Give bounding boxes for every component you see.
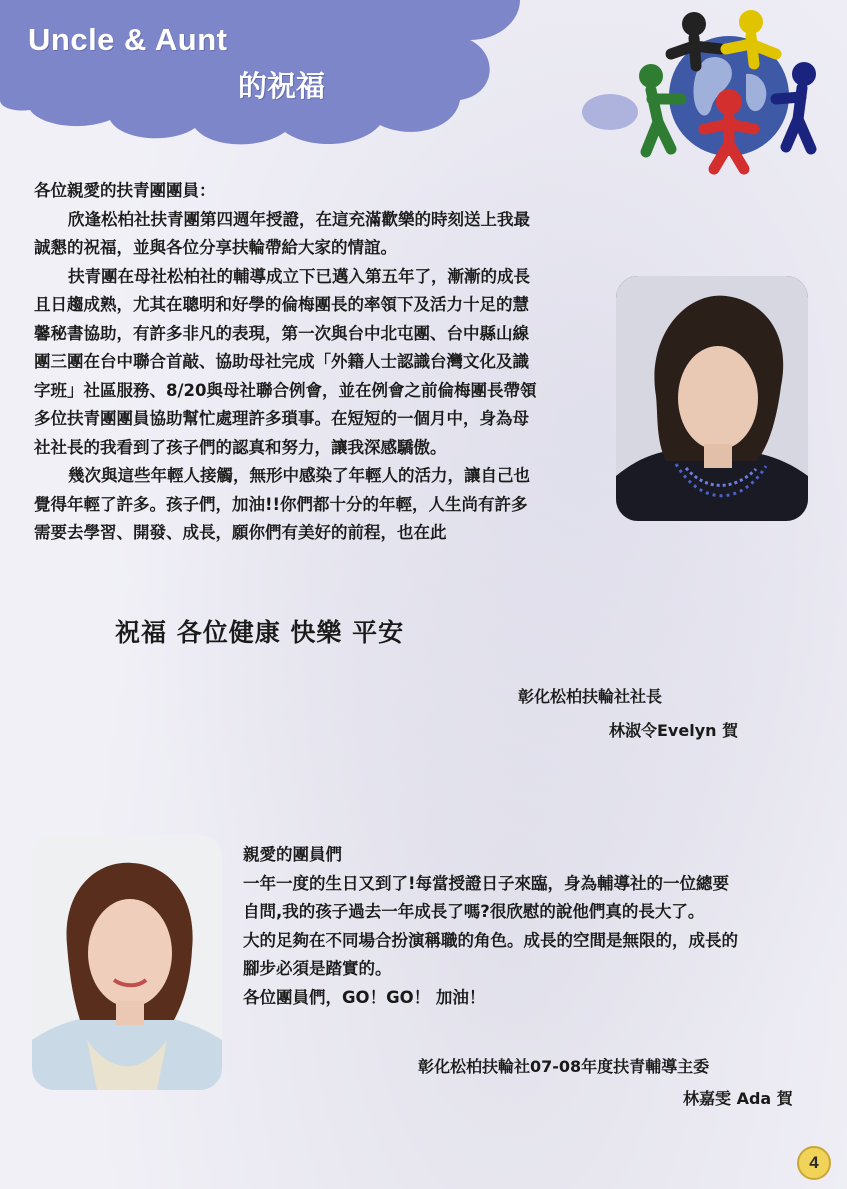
letter-1-line: 字班」社區服務、8/20與母社聯合例會，並在例會之前倫梅團長帶領 — [34, 380, 537, 400]
letter-1-line: 幾次與這些年輕人接觸，無形中感染了年輕人的活力，讓自己也 — [68, 466, 530, 485]
letter-1-line: 馨秘書協助，有許多非凡的表現，第一次與台中北屯團、台中縣山線 — [34, 323, 529, 343]
letter-2-body — [243, 841, 803, 1012]
letter-2-line: 各位團員們，GO！GO！ 加油！ — [243, 987, 486, 1007]
signature-2-name: 林嘉雯 Ada 賀 — [683, 1089, 793, 1108]
letter-1-line: 多位扶青團團員協助幫忙處理許多瑣事。在短短的一個月中，身為母 — [34, 409, 529, 428]
letter-1-body — [34, 177, 604, 548]
letter-2-line: 腳步必須是踏實的。 — [243, 959, 392, 978]
portrait-ada-photo — [32, 835, 222, 1090]
letter-2-greeting: 親愛的團員們 — [243, 845, 342, 864]
letter-2-line: 自問,我的孩子過去一年成長了嗎?很欣慰的說他們真的長大了。 — [243, 902, 705, 921]
letter-1-greeting: 各位親愛的扶青團團員： — [34, 181, 216, 200]
letter-1-line: 需要去學習、開發、成長，願你們有美好的前程，也在此 — [34, 523, 447, 542]
header-title: Uncle & Aunt — [28, 22, 228, 57]
portrait-evelyn-photo — [616, 276, 808, 521]
letter-1-line: 誠懇的祝福，並與各位分享扶輪帶給大家的情誼。 — [34, 238, 397, 257]
page-number-badge: 4 — [797, 1146, 831, 1180]
header-subtitle: 的祝福 — [238, 69, 326, 103]
signature-1-organization: 彰化松柏扶輪社社長 — [518, 687, 663, 706]
letter-1-line: 扶青團在母社松柏社的輔導成立下已邁入第五年了，漸漸的成長 — [68, 266, 530, 286]
signature-1-name: 林淑令Evelyn 賀 — [609, 721, 739, 740]
blessing-text: 祝福 各位健康 快樂 平安 — [115, 618, 405, 647]
letter-1-line: 且日趨成熟，尤其在聰明和好學的倫梅團長的率領下及活力十足的慧 — [34, 295, 529, 314]
letter-1-line: 社社長的我看到了孩子們的認真和努力，讓我深感驕傲。 — [34, 437, 447, 457]
letter-1-line: 團三團在台中聯合首敲、協助母社完成「外籍人士認識台灣文化及識 — [34, 352, 529, 371]
signature-2-organization: 彰化松柏扶輪社07-08年度扶青輔導主委 — [418, 1057, 710, 1076]
letter-1-line: 欣逢松柏社扶青團第四週年授證，在這充滿歡樂的時刻送上我最 — [68, 209, 530, 229]
globe-people-logo — [626, 4, 831, 179]
letter-2-line: 大的足夠在不同場合扮演稱職的角色。成長的空間是無限的，成長的 — [243, 930, 738, 950]
letter-2-line: 一年一度的生日又到了!每當授證日子來臨，身為輔導社的一位總要 — [243, 873, 730, 893]
letter-1-line: 覺得年輕了許多。孩子們，加油!!你們都十分的年輕，人生尚有許多 — [34, 494, 528, 514]
